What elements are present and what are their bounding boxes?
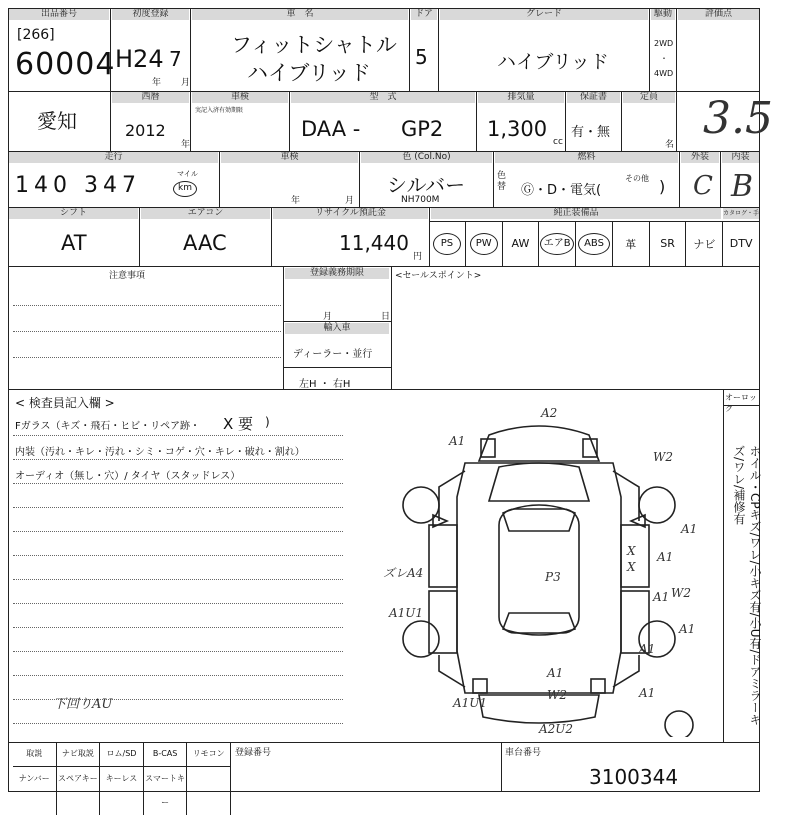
mark-left-door-front: ズレA4 xyxy=(383,566,424,580)
recycle-value: 11,440 xyxy=(339,231,409,255)
car-name-label: 車 名 xyxy=(192,9,408,20)
item-rom-sd: ロム/SD xyxy=(100,742,144,767)
year-unit: 年 xyxy=(152,78,162,88)
mark-rear-bumper: W2 xyxy=(547,688,567,702)
model-year-value: 2012 xyxy=(125,121,166,140)
lot-number: 60004 xyxy=(15,47,116,82)
score-label: 評価点 xyxy=(678,9,759,20)
reg-month-unit: 月 xyxy=(323,312,333,322)
shift-label: シフト xyxy=(9,208,138,219)
car-name-line1: フィットシャトル xyxy=(231,33,397,57)
equip-pw: PW xyxy=(470,233,498,255)
type-code: GP2 xyxy=(401,117,444,141)
mark-front-left: A1 xyxy=(449,434,466,448)
inspection-year-unit: 年 xyxy=(291,196,301,206)
chassis-no-value: 3100344 xyxy=(589,765,679,789)
unit-km: km xyxy=(173,181,197,197)
drive-4wd: 4WD xyxy=(654,69,674,78)
grade-label: グレード xyxy=(440,9,648,20)
equip-abs: ABS xyxy=(578,233,610,255)
equipment-label: 純正装備品 xyxy=(431,208,721,219)
mark-front-right: W2 xyxy=(653,450,673,464)
sales-point-label: <セールスポイント> xyxy=(395,271,482,281)
score-value: 3.5 xyxy=(703,93,773,144)
car-damage-diagram xyxy=(369,401,709,737)
item-manual: 取説 xyxy=(13,742,57,767)
mark-rear-left: A1U1 xyxy=(453,696,488,710)
catalog-label: カタログ・手 xyxy=(723,210,760,217)
mark-x1: X xyxy=(627,544,636,558)
inspection-label-2: 車検 xyxy=(221,152,358,163)
recycle-label: リサイクル預託金 xyxy=(273,208,428,219)
type-label: 型 式 xyxy=(291,92,475,103)
displacement-label: 排気量 xyxy=(478,92,564,103)
door-label: ドア xyxy=(411,9,437,20)
inspection-month-unit: 月 xyxy=(345,196,355,206)
item-spare-key: スペアキー xyxy=(57,767,101,815)
chassis-no-label: 車台番号 xyxy=(505,748,542,758)
inspection-sub: 実記入済有効期限 xyxy=(195,107,244,114)
item-bcas: B-CAS xyxy=(144,742,188,767)
mark-right-fender: A1 xyxy=(681,522,698,536)
unit-miles: マイル xyxy=(177,170,198,178)
inspector-title: < 検査員記入欄 > xyxy=(15,396,115,410)
fuel-other: その他 xyxy=(625,174,649,183)
drive-label: 駆動 xyxy=(651,9,675,20)
handwritten-note: 下回りAU xyxy=(53,697,113,712)
month-unit: 月 xyxy=(181,78,191,88)
registration-no-label: 登録番号 xyxy=(235,748,272,758)
cc-unit: cc xyxy=(553,137,563,147)
dealer-text: ディーラー・並行 xyxy=(293,349,373,360)
fuel-label: 燃料 xyxy=(495,152,678,163)
item-navi-manual: ナビ取説 xyxy=(57,742,101,767)
mark-x2: X xyxy=(627,560,636,574)
capacity-label: 定員 xyxy=(623,92,675,103)
mark-right-door-front: A1 xyxy=(657,550,674,564)
car-name-line2: ハイブリッド xyxy=(247,61,371,85)
person-unit: 名 xyxy=(665,140,675,150)
mileage-value: 140 347 xyxy=(15,173,141,198)
equipment-list xyxy=(429,221,759,266)
equip-sunroof: SR xyxy=(650,221,687,266)
shift-value: AT xyxy=(61,231,87,255)
footer-items xyxy=(13,742,231,807)
item-smart-key: スマートキー xyxy=(144,767,188,815)
mark-left-door-rear: A1U1 xyxy=(389,606,424,620)
equip-dtv: DTV xyxy=(729,237,753,250)
mark-roof: P3 xyxy=(545,570,561,584)
auction-sheet: 出品番号 初度登録 車 名 ドア グレード 駆動 評価点 [266] 60004 H24 7 年 月 フィットシャトル ハイブリッド 5 ハイブリッド 2WD ・ 4WD 3.5 西暦 車検 実記入済有効期限 型 式 排気量 保証書 定員 愛知 2012 年 DAA - GP2 1,300 cc 有・無 名 走行 車検 色 (Col.No) 燃料 外装 内装 140 347 マイル km 年 月 シルバー NH700M 色替 Ⓖ・D・電気( その他 ) C B シフト エアコン リサイクル預託金 純正装備品 カタログ・手 AT AAC 11,440 円 PS PW AW エアB ABS 革 SR ナビ DTV 注意事項 登録義務期限 月 日 輸入車 ディーラー・並行 左H ・ 右H <セールスポイント> < 検査員記入欄 > Fガラス（キズ・飛石・ヒビ・リペア跡・ X 要 ) 内装（汚れ・キレ・汚れ・シミ・コゲ・穴・キレ・破れ・割れ） オーディオ（無し・穴）/ タイヤ（スタッドレス） 下回りAU オーロック ホイル・CPキズ/ワレ/小キズ有/小U有/ドアミラーキズ/ワレ/補修有 A2 A1 W2 A1 A1 X X A1 W2 ズレA4 A1U1 P3 A1 A1 W2 A1 A1U1 A2U2 A1 取説 ナビ取説 ロム/SD B-CAS リモコン ナンバー スペアキー キーレス スマートキー 登録番号 車台番号 3100344 xyxy=(8,8,760,792)
color-code: NH700M xyxy=(401,195,440,205)
fuel-value: Ⓖ・D・電気( xyxy=(521,183,602,198)
lot-prefix: [266] xyxy=(17,27,55,43)
color-label: 色 (Col.No) xyxy=(361,152,492,163)
mark-right-quarter: W2 xyxy=(671,586,691,600)
color-change-label: 色替 xyxy=(497,171,507,192)
previous-owner-label: 輸入車 xyxy=(285,323,389,334)
mark-rear-right: A1 xyxy=(639,686,656,700)
equip-ps: PS xyxy=(433,233,461,255)
inspection-label: 車検 xyxy=(192,92,288,103)
mark-rear-center: A1 xyxy=(547,666,564,680)
mark-front-bumper: A2 xyxy=(541,406,558,420)
first-reg-month: 7 xyxy=(169,47,182,71)
displacement-value: 1,300 xyxy=(487,117,548,141)
door-count: 5 xyxy=(415,45,428,69)
f-glass-close: ) xyxy=(265,415,270,429)
warranty-value: 有・無 xyxy=(571,125,611,140)
interior-text: 内装（汚れ・キレ・汚れ・シミ・コゲ・穴・キレ・破れ・割れ） xyxy=(15,447,305,458)
mileage-label: 走行 xyxy=(9,152,218,163)
handle-text: 左H ・ 右H xyxy=(299,379,351,390)
audio-tire-text: オーディオ（無し・穴）/ タイヤ（スタッドレス） xyxy=(15,471,241,482)
mark-right-door-rear: A1 xyxy=(653,590,670,604)
mark-right-rear: A1 xyxy=(679,622,696,636)
f-glass-text: Fガラス（キズ・飛石・ヒビ・リペア跡・ xyxy=(15,421,201,432)
color-value: シルバー xyxy=(387,173,466,197)
caution-label: 注意事項 xyxy=(109,271,146,281)
equip-leather: 革 xyxy=(613,221,650,266)
warranty-label: 保証書 xyxy=(567,92,620,103)
f-glass-mark: X 要 xyxy=(223,415,254,433)
model-year-unit: 年 xyxy=(181,140,191,150)
vertical-note: ホイル・CPキズ/ワレ/小キズ有/小U有/ドアミラーキズ/ワレ/補修有 xyxy=(732,445,762,726)
model-year-label: 西暦 xyxy=(112,92,189,103)
item-remote: リモコン xyxy=(187,742,231,767)
interior-label: 内装 xyxy=(722,152,759,163)
exterior-grade: C xyxy=(693,171,713,201)
exterior-label: 外装 xyxy=(681,152,719,163)
mark-rear-lower: A2U2 xyxy=(539,722,574,736)
yen-unit: 円 xyxy=(413,252,423,262)
grade-value: ハイブリッド xyxy=(497,51,609,73)
item-plate: ナンバー xyxy=(13,767,57,815)
first-reg-label: 初度登録 xyxy=(112,9,189,20)
lot-label: 出品番号 xyxy=(9,9,109,20)
equip-airbag: エアB xyxy=(540,233,574,255)
region-value: 愛知 xyxy=(37,109,77,133)
type-prefix: DAA - xyxy=(301,117,361,141)
first-reg-era: H24 xyxy=(115,45,164,73)
interior-grade: B xyxy=(731,169,754,204)
equip-aw: AW xyxy=(503,221,540,266)
reg-day-unit: 日 xyxy=(381,312,391,322)
autolock-label: オーロック xyxy=(725,393,757,413)
fuel-close: ) xyxy=(659,177,666,196)
aircon-value: AAC xyxy=(183,231,227,255)
item-keyless: キーレス xyxy=(100,767,144,815)
equip-navi: ナビ xyxy=(686,221,723,266)
aircon-label: エアコン xyxy=(141,208,270,219)
registration-label: 登録義務期限 xyxy=(285,268,389,279)
drive-2wd: 2WD xyxy=(654,39,674,48)
mark-rear-corner: A1 xyxy=(639,642,656,656)
